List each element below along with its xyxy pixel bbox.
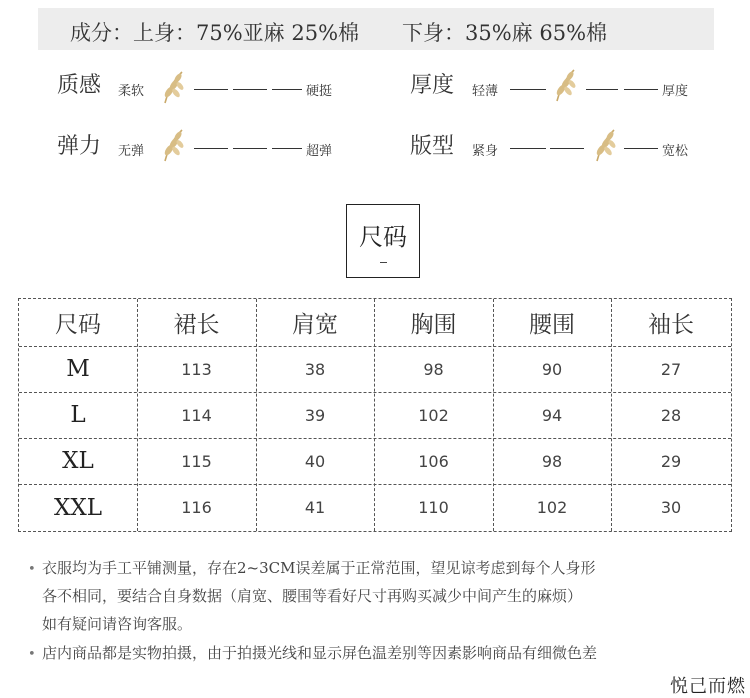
table-cell: 29	[660, 451, 682, 471]
scale-right-fit: 宽松	[662, 144, 689, 159]
scale-segment	[272, 148, 302, 149]
scale-segment	[233, 89, 267, 90]
attr-label-fit: 版型	[410, 134, 455, 159]
table-cell: 114	[181, 405, 212, 425]
attr-label-thickness: 厚度	[410, 73, 455, 98]
note-bullet: •	[28, 647, 36, 662]
scale-segment	[272, 89, 302, 90]
table-cell-size: M	[66, 356, 90, 382]
table-cell-size: XL	[62, 448, 94, 474]
table-cell: 98	[541, 451, 563, 471]
scale-left-texture: 柔软	[118, 84, 145, 99]
composition-upper: 成分：上身：75%亚麻 25%棉	[70, 21, 360, 45]
size-section-title: 尺码	[359, 223, 407, 251]
note-measurement-line1: 衣服均为手工平铺测量，存在2~3CM误差属于正常范围，望见谅考虑到每个人身形	[42, 559, 596, 577]
table-cell-size: L	[70, 402, 86, 428]
table-cell: 106	[418, 451, 449, 471]
table-cell: 102	[536, 498, 568, 517]
scale-segment	[194, 89, 228, 90]
wheat-leaf-icon	[160, 128, 186, 162]
scale-segment	[586, 89, 618, 90]
table-cell: 113	[181, 359, 212, 379]
table-cell: 98	[423, 359, 444, 379]
size-section-dash	[380, 262, 387, 263]
table-cell: 110	[418, 498, 449, 517]
wheat-leaf-icon	[552, 68, 578, 102]
table-cell: 39	[304, 405, 326, 425]
scale-right-elasticity: 超弹	[306, 144, 333, 159]
table-header-sleeve: 袖长	[648, 312, 694, 338]
scale-segment	[194, 148, 228, 149]
composition-lower: 下身：35%麻 65%棉	[402, 21, 608, 45]
table-cell: 28	[660, 405, 682, 425]
scale-segment	[624, 148, 658, 149]
table-cell: 116	[181, 498, 212, 517]
scale-segment	[510, 148, 546, 149]
size-table	[18, 298, 732, 532]
scale-segment	[550, 148, 584, 149]
scale-left-elasticity: 无弹	[118, 144, 145, 159]
scale-left-fit: 紧身	[472, 144, 499, 159]
scale-right-texture: 硬挺	[306, 84, 333, 99]
wheat-leaf-icon	[160, 70, 186, 104]
attr-label-texture: 质感	[57, 73, 102, 98]
table-cell: 30	[660, 498, 682, 517]
note-bullet: •	[28, 562, 36, 577]
table-cell: 115	[181, 451, 212, 471]
table-cell: 41	[304, 498, 326, 517]
scale-segment	[510, 89, 546, 90]
table-header-waist: 腰围	[529, 312, 575, 338]
table-cell: 27	[660, 359, 682, 379]
attr-label-elasticity: 弹力	[57, 134, 102, 159]
scale-segment	[233, 148, 267, 149]
table-cell: 90	[541, 359, 563, 379]
table-cell: 102	[418, 405, 449, 425]
wheat-leaf-icon	[592, 128, 618, 162]
brand-watermark: 悦己而燃	[670, 676, 746, 697]
note-color-difference: 店内商品都是实物拍摄，由于拍摄光线和显示屏色温差别等因素影响商品有细微色差	[42, 644, 598, 662]
table-header-length: 裙长	[173, 312, 220, 338]
table-header-size: 尺码	[55, 312, 101, 338]
table-cell: 40	[304, 451, 326, 471]
note-measurement-line3: 如有疑问请咨询客服。	[42, 615, 193, 633]
note-measurement-line2: 各不相同，要结合自身数据（肩宽、腰围等看好尺寸再购买减少中间产生的麻烦）	[42, 587, 583, 605]
table-cell: 94	[541, 405, 563, 425]
table-header-bust: 胸围	[410, 312, 457, 338]
table-cell: 38	[304, 359, 326, 379]
scale-segment	[624, 89, 658, 90]
scale-left-thickness: 轻薄	[472, 84, 499, 99]
scale-right-thickness: 厚度	[662, 84, 689, 99]
table-header-shoulder: 肩宽	[292, 312, 338, 338]
table-cell-size: XXL	[53, 494, 103, 521]
size-section-box	[346, 204, 420, 278]
